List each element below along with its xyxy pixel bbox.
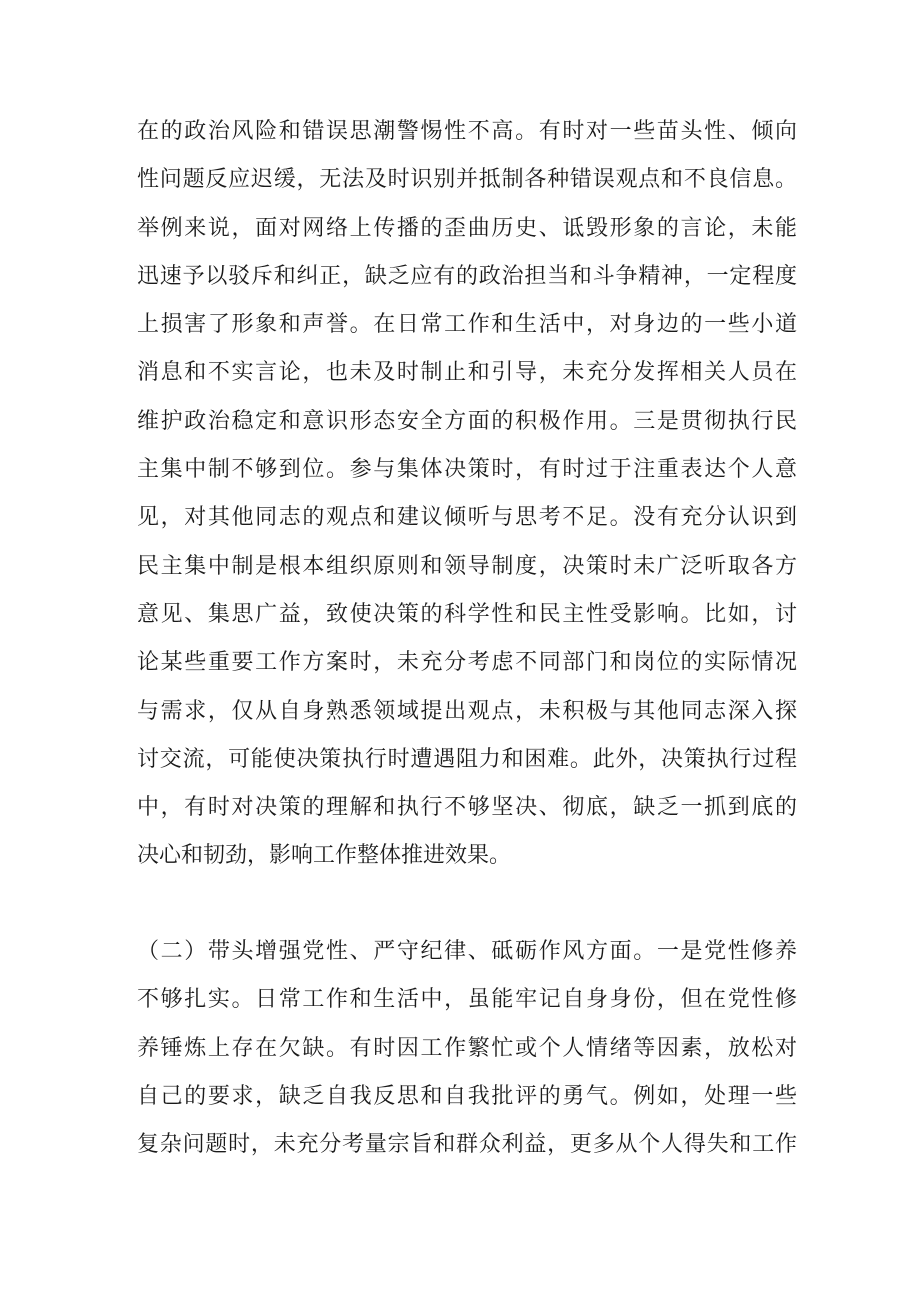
text-line: 不够扎实。日常工作和生活中，虽能牢记自身身份，但在党性修 bbox=[137, 987, 797, 1013]
text-line: 消息和不实言论，也未及时制止和引导，未充分发挥相关人员在 bbox=[137, 360, 797, 386]
text-line: 维护政治稳定和意识形态安全方面的积极作用。三是贯彻执行民 bbox=[137, 408, 797, 434]
text-line: 举例来说，面对网络上传播的歪曲历史、诋毁形象的言论，未能 bbox=[137, 215, 797, 241]
text-line: 在的政治风险和错误思潮警惕性不高。有时对一些苗头性、倾向 bbox=[137, 119, 797, 144]
text-line: 自己的要求，缺乏自我反思和自我批评的勇气。例如，处理一些 bbox=[137, 1083, 797, 1109]
paragraph-party-spirit bbox=[137, 928, 797, 1169]
text-line: 性问题反应迟缓，无法及时识别并抵制各种错误观点和不良信息。 bbox=[137, 167, 797, 193]
text-line: 决心和韧劲，影响工作整体推进效果。 bbox=[137, 843, 512, 869]
text-line: 民主集中制是根本组织原则和领导制度，决策时未广泛听取各方 bbox=[137, 553, 797, 579]
text-line: 与需求，仅从自身熟悉领域提出观点，未积极与其他同志深入探 bbox=[137, 698, 797, 724]
section-heading-line: （二）带头增强党性、严守纪律、砥砺作风方面。一是党性修养 bbox=[137, 939, 797, 964]
text-line: 意见、集思广益，致使决策的科学性和民主性受影响。比如，讨 bbox=[137, 601, 797, 627]
text-line: 养锤炼上存在欠缺。有时因工作繁忙或个人情绪等因素，放松对 bbox=[137, 1035, 797, 1061]
text-line: 论某些重要工作方案时，未充分考虑不同部门和岗位的实际情况 bbox=[137, 650, 797, 676]
text-line: 上损害了形象和声誉。在日常工作和生活中，对身边的一些小道 bbox=[137, 312, 797, 338]
text-line: 中，有时对决策的理解和执行不够坚决、彻底，缺乏一抓到底的 bbox=[137, 795, 797, 821]
text-line: 见，对其他同志的观点和建议倾听与思考不足。没有充分认识到 bbox=[137, 505, 797, 531]
text-line: 主集中制不够到位。参与集体决策时，有时过于注重表达个人意 bbox=[137, 457, 797, 483]
text-line: 迅速予以驳斥和纠正，缺乏应有的政治担当和斗争精神，一定程度 bbox=[137, 263, 797, 289]
text-line: 复杂问题时，未充分考量宗旨和群众利益，更多从个人得失和工作 bbox=[137, 1132, 797, 1158]
paragraph-political-risk bbox=[137, 108, 797, 881]
text-line: 讨交流，可能使决策执行时遭遇阻力和困难。此外，决策执行过程 bbox=[137, 746, 797, 772]
